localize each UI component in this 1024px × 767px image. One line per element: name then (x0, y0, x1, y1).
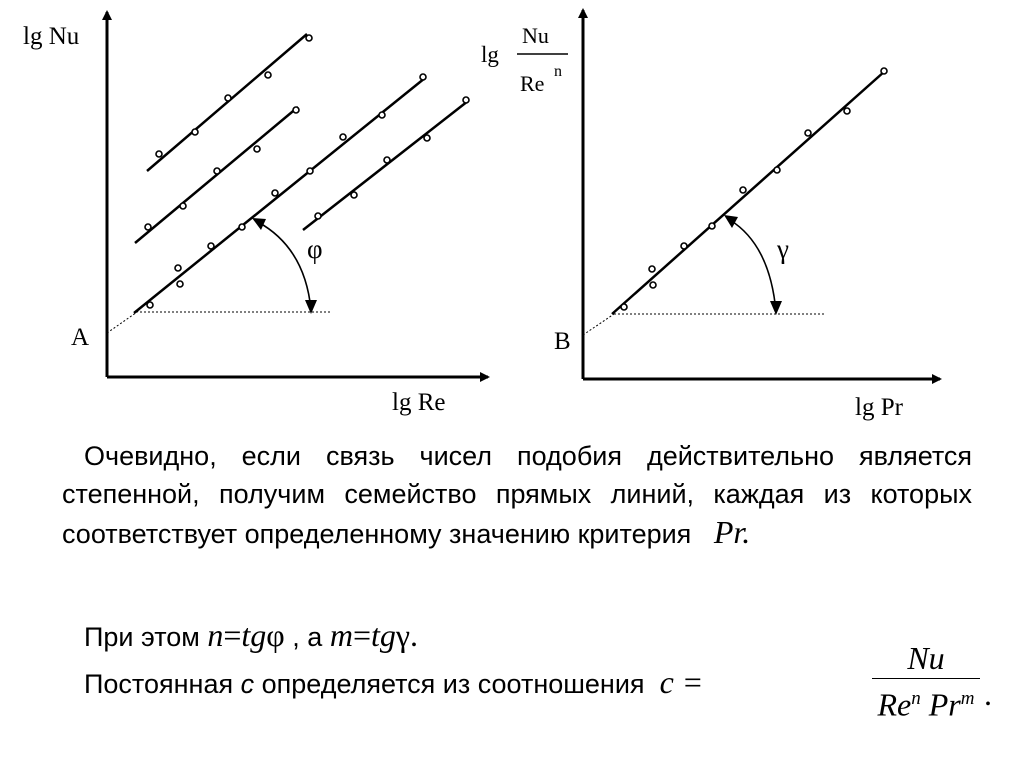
data-point (315, 213, 321, 219)
data-point (649, 266, 655, 272)
data-point (774, 167, 780, 173)
fit-line-4 (303, 101, 468, 230)
constant-lead: Постоянная (84, 669, 234, 699)
angle-label-phi: φ (307, 234, 323, 264)
data-points-left (145, 35, 469, 308)
data-point (177, 281, 183, 287)
data-point (881, 68, 887, 74)
data-point (239, 224, 245, 230)
angle-arc-gamma (730, 220, 776, 312)
exponents-mid: , а (292, 622, 323, 652)
den-n: n (911, 688, 921, 709)
data-point (420, 74, 426, 80)
right-y-label-denominator: Re (520, 71, 545, 96)
data-point (147, 302, 153, 308)
exponents-lead: При этом (84, 622, 200, 652)
right-y-label-exponent: n (554, 63, 562, 80)
data-point (254, 146, 260, 152)
data-point (384, 157, 390, 163)
data-point (424, 135, 430, 141)
angle-arrowhead-bottom (770, 301, 782, 315)
angle-label-gamma: γ (777, 234, 789, 264)
formula-numerator: Nu (907, 640, 945, 676)
symbol-n: n (207, 617, 224, 653)
data-point (208, 243, 214, 249)
den-pr: Pr (928, 686, 961, 723)
pr-symbol: Pr. (713, 514, 751, 550)
left-y-axis-label: lg Nu (23, 23, 80, 50)
paragraph-constant (84, 664, 703, 701)
symbol-m: m (329, 617, 353, 653)
left-chart (23, 12, 488, 416)
formula-denominator (870, 679, 982, 725)
paragraph-text: Очевидно, если связь чисел подобия действительно является степенной, получим семейство прямых линий, каждая из которых соответствует определенному значению критерия (62, 441, 972, 549)
symbol-phi: φ (266, 617, 285, 653)
tg-function: tg (241, 617, 267, 653)
constant-rest: определяется из соотношения (261, 669, 645, 699)
data-point (307, 168, 313, 174)
data-point (214, 168, 220, 174)
left-x-axis-label: lg Re (392, 389, 446, 416)
data-point (145, 224, 151, 230)
data-point (805, 130, 811, 136)
data-point (379, 112, 385, 118)
origin-label-b: B (554, 328, 571, 355)
fit-line (612, 71, 885, 314)
symbol-gamma: γ (395, 617, 411, 653)
den-m: m (960, 688, 975, 709)
tg-function: tg (370, 617, 396, 653)
angle-arrowhead-top (724, 215, 738, 228)
fit-line-1 (147, 34, 307, 171)
right-chart (481, 10, 940, 421)
data-point (225, 95, 231, 101)
data-point (740, 187, 746, 193)
data-point (175, 265, 181, 271)
constant-c-word: с (240, 669, 255, 699)
data-point (293, 107, 299, 113)
angle-arrowhead-top (252, 218, 266, 230)
angle-arc-phi (258, 222, 311, 310)
data-point (621, 304, 627, 310)
period: . (410, 617, 419, 653)
right-x-axis-label: lg Pr (855, 394, 903, 421)
data-point (265, 72, 271, 78)
data-point (844, 108, 850, 114)
fit-line-2 (135, 107, 298, 243)
data-point (156, 151, 162, 157)
data-point (650, 282, 656, 288)
formula-lhs: c = (659, 664, 704, 700)
formula-period: . (984, 676, 992, 712)
data-point (351, 192, 357, 198)
paragraph-power-law (62, 437, 972, 553)
right-y-label-numerator: Nu (522, 23, 549, 48)
equals-sign: = (223, 617, 242, 653)
den-re: Re (877, 686, 912, 723)
data-point (463, 97, 469, 103)
formula-fraction (870, 638, 982, 725)
right-y-label-prefix: lg (481, 42, 499, 67)
data-point (192, 129, 198, 135)
data-point (709, 223, 715, 229)
data-point (306, 35, 312, 41)
origin-label-a: A (71, 324, 90, 351)
data-point (180, 203, 186, 209)
equals-sign: = (352, 617, 371, 653)
extrapolation-line (583, 314, 614, 335)
data-point (340, 134, 346, 140)
data-point (272, 190, 278, 196)
data-point (681, 243, 687, 249)
paragraph-exponents (84, 617, 418, 654)
angle-arrowhead-bottom (305, 300, 317, 314)
